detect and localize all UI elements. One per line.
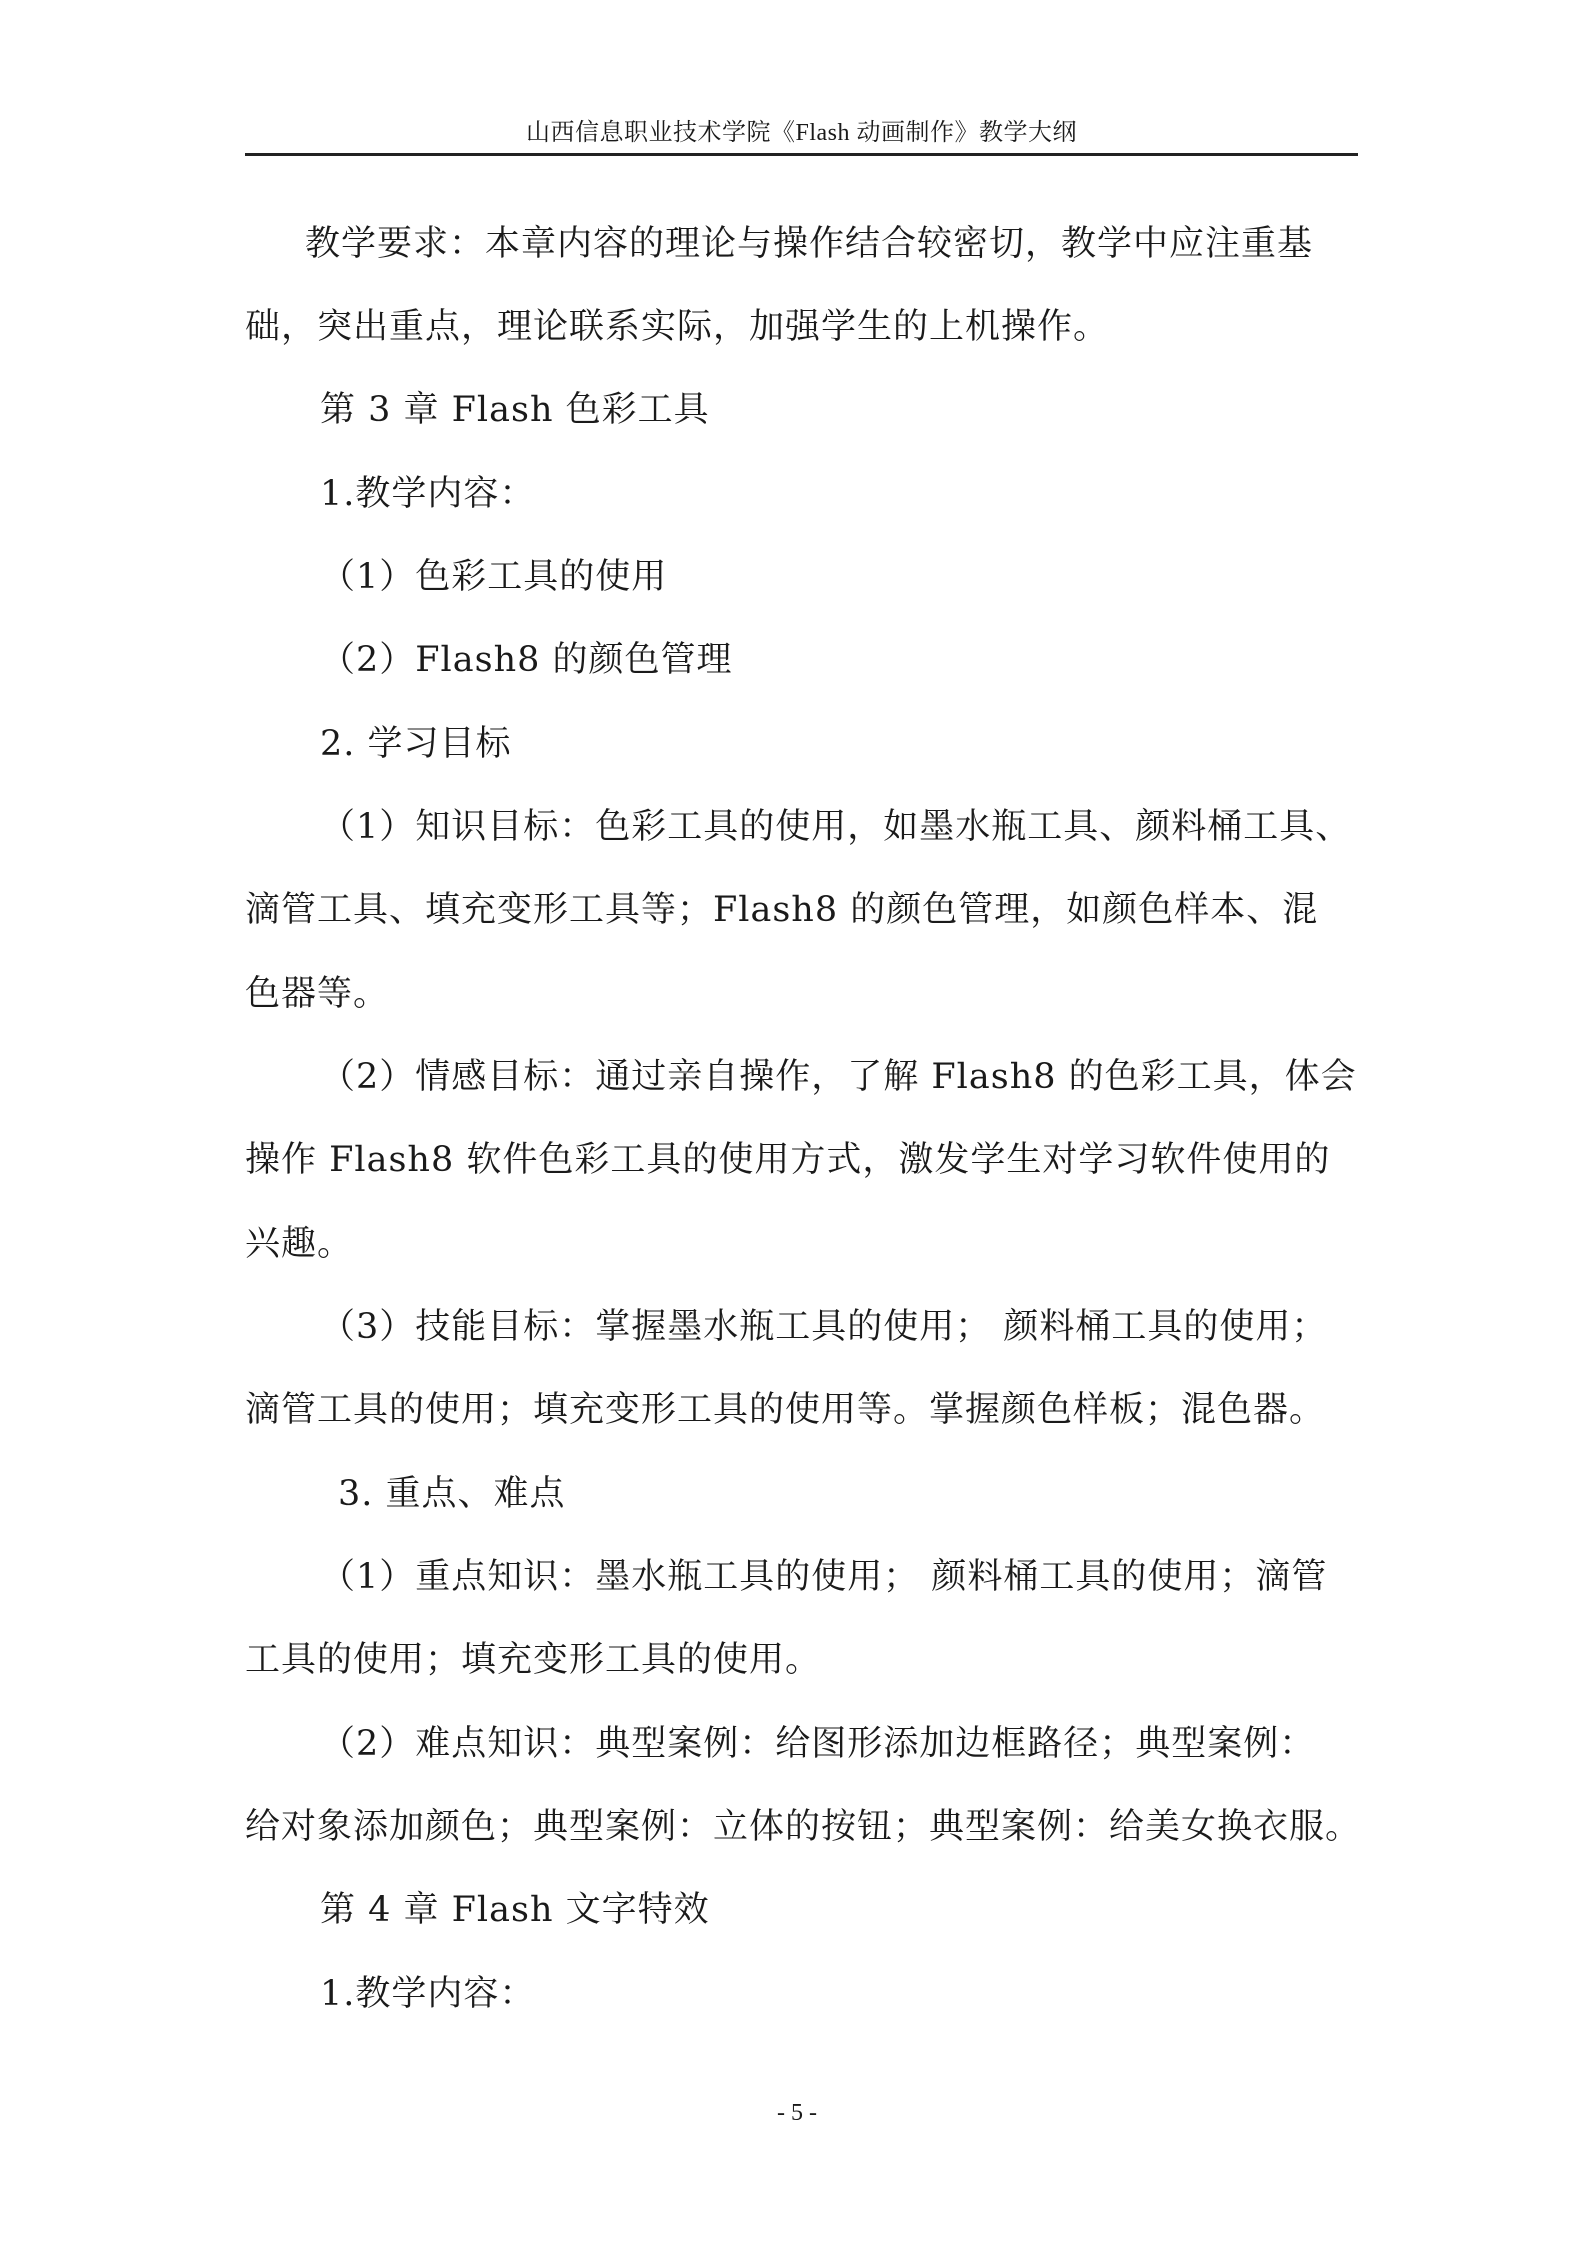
paragraph-line: 给对象添加颜色；典型案例：立体的按钮；典型案例：给美女换衣服。 xyxy=(245,1807,1362,1847)
section-heading: 3. 重点、难点 xyxy=(338,1474,566,1514)
paragraph-line: （3）技能目标：掌握墨水瓶工具的使用； 颜料桶工具的使用； xyxy=(320,1307,1328,1347)
paragraph-line: 色器等。 xyxy=(245,974,390,1014)
section-heading: 1.教学内容： xyxy=(320,1974,536,2014)
paragraph-line: 滴管工具的使用；填充变形工具的使用等。掌握颜色样板；混色器。 xyxy=(245,1390,1326,1430)
list-item: （2）Flash8 的颜色管理 xyxy=(320,640,733,680)
list-item: （1）色彩工具的使用 xyxy=(320,557,668,597)
page-number: - 5 - xyxy=(777,2100,817,2126)
paragraph-line: （1）重点知识：墨水瓶工具的使用； 颜料桶工具的使用；滴管 xyxy=(320,1557,1328,1597)
paragraph-line: 础，突出重点，理论联系实际，加强学生的上机操作。 xyxy=(245,307,1110,347)
paragraph-line: （2）情感目标：通过亲自操作，了解 Flash8 的色彩工具，体会 xyxy=(320,1057,1357,1097)
paragraph-line: 滴管工具、填充变形工具等；Flash8 的颜色管理，如颜色样本、混 xyxy=(245,890,1319,930)
paragraph-line: （1）知识目标：色彩工具的使用，如墨水瓶工具、颜料桶工具、 xyxy=(320,807,1352,847)
paragraph-line: 教学要求：本章内容的理论与操作结合较密切，教学中应注重基 xyxy=(305,224,1314,264)
paragraph-line: （2）难点知识：典型案例：给图形添加边框路径；典型案例： xyxy=(320,1724,1316,1764)
section-heading: 2. 学习目标 xyxy=(320,724,512,764)
paragraph-line: 工具的使用；填充变形工具的使用。 xyxy=(245,1640,822,1680)
chapter-heading: 第 4 章 Flash 文字特效 xyxy=(320,1890,710,1930)
section-heading: 1.教学内容： xyxy=(320,474,536,514)
paragraph-line: 兴趣。 xyxy=(245,1224,354,1264)
chapter-heading: 第 3 章 Flash 色彩工具 xyxy=(320,390,710,430)
running-header: 山西信息职业技术学院《Flash 动画制作》教学大纲 xyxy=(525,120,1077,146)
header-divider xyxy=(245,153,1358,156)
paragraph-line: 操作 Flash8 软件色彩工具的使用方式，激发学生对学习软件使用的 xyxy=(245,1140,1331,1180)
